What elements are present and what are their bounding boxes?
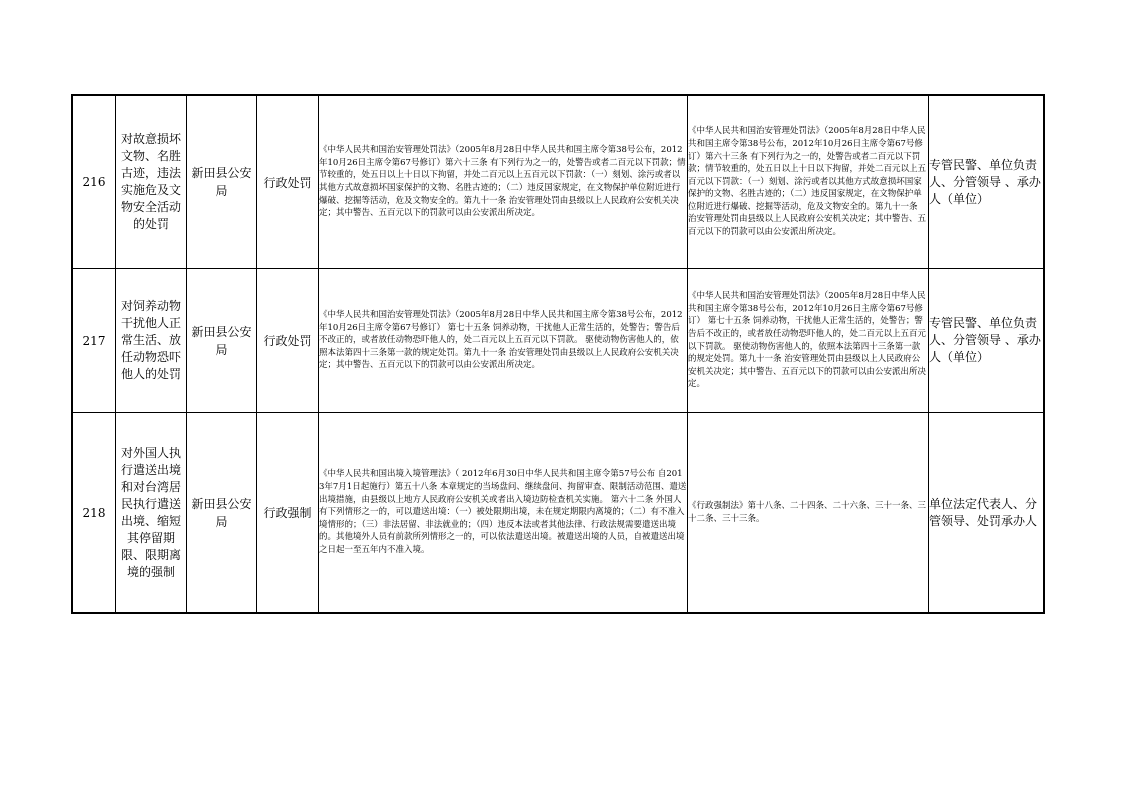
accountability-basis: 《中华人民共和国治安管理处罚法》（2005年8月28日中华人民共和国主席令第38号公布，2012年10月26日主席令第67号修订） 第七十五条 饲养动物，干扰他人正常生活的，处警告；警告后不改正的，或者放任动物恐吓他人的，处二百元以上五百元以下罚款。 驱使动物伤害他人的，依照本法第四十三条第一款的规定处罚。第九十一条 治安管理处罚由县级以上人民政府公安机关决定；其中警告、五百元以下的罚款可以由公安派出所决定。 [688, 269, 929, 413]
legal-basis: 《中华人民共和国治安管理处罚法》（2005年8月28日中华人民共和国主席令第38号公布，2012年10月26日主席令第67号修订） 第七十五条 饲养动物，干扰他人正常生活的，处警告；警告后不改正的，或者放任动物恐吓他人的，处二百元以上五百元以下罚款。 驱使动物伤害他人的，依照本法第四十三条第一款的规定处罚。第九十一条 治安管理处罚由县级以上人民政府公安机关决定；其中警告、五百元以下的罚款可以由公安派出所决定。 [319, 269, 688, 413]
table-row [73, 269, 1044, 413]
implementing-agency: 新田县公安局 [187, 269, 257, 413]
responsible-persons: 专管民警、单位负责人、分管领导 、承办人（单位） [929, 269, 1044, 413]
power-type: 行政处罚 [257, 269, 319, 413]
legal-basis: 《中华人民共和国出境入境管理法》（ 2012年6月30日中华人民共和国主席令第57号公布 自2013年7月1日起施行）第五十八条 本章规定的当场盘问、继续盘问、拘留审查、限制活动范围、遣送出境措施，由县级以上地方人民政府公安机关或者出入境边防检查机关实施。 第六十二条 外国人有下列情形之一的，可以遣送出境：（一）被处限期出境，未在规定期限内离境的；（二）有不准入境情形的；（三）非法居留、非法就业的；（四）违反本法或者其他法律、行政法规需要遣送出境的。其他境外人员有前款所列情形之一的，可以依法遣送出境。被遣送出境的人员，自被遣送出境之日起一至五年内不准入境。 [319, 413, 688, 613]
table-row [73, 96, 1044, 269]
implementing-agency: 新田县公安局 [187, 413, 257, 613]
responsible-persons: 单位法定代表人、分管领导、处罚承办人 [929, 413, 1044, 613]
item-name: 对饲养动物干扰他人正常生活、放任动物恐吓他人的处罚 [116, 269, 187, 413]
item-name: 对故意损坏文物、名胜古迹，违法实施危及文物安全活动的处罚 [116, 96, 187, 269]
implementing-agency: 新田县公安局 [187, 96, 257, 269]
responsible-persons: 专管民警、单位负责人、分管领导 、承办人（单位） [929, 96, 1044, 269]
row-number: 216 [73, 96, 116, 269]
table-row [73, 413, 1044, 613]
legal-basis: 《中华人民共和国治安管理处罚法》（2005年8月28日中华人民共和国主席令第38号公布，2012年10月26日主席令第67号修订）第六十三条 有下列行为之一的，处警告或者二百元以下罚款；情节较重的，处五日以上十日以下拘留，并处二百元以上五百元以下罚款：（一）刻划、涂污或者以其他方式故意损坏国家保护的文物、名胜古迹的；（二）违反国家规定，在文物保护单位附近进行爆破、挖掘等活动，危及文物安全的。第九十一条 治安管理处罚由县级以上人民政府公安机关决定；其中警告、五百元以下的罚款可以由公安派出所决定。 [319, 96, 688, 269]
duty-table [72, 95, 1044, 613]
row-number: 218 [73, 413, 116, 613]
power-type: 行政强制 [257, 413, 319, 613]
item-name: 对外国人执行遣送出境和对台湾居民执行遣送出境、缩短其停留期限、限期离境的强制 [116, 413, 187, 613]
accountability-basis: 《行政强制法》第十八条、二十四条、二十六条、三十一条、三十二条、三十三条。 [688, 413, 929, 613]
accountability-basis: 《中华人民共和国治安管理处罚法》（2005年8月28日中华人民共和国主席令第38号公布，2012年10月26日主席令第67号修订）第六十三条 有下列行为之一的，处警告或者二百元以下罚款；情节较重的，处五日以上十日以下拘留，并处二百元以上五百元以下罚款：（一）刻划、涂污或者以其他方式故意损坏国家保护的文物、名胜古迹的；（二）违反国家规定，在文物保护单位附近进行爆破、挖掘等活动，危及文物安全的。第九十一条 治安管理处罚由县级以上人民政府公安机关决定；其中警告、五百元以下的罚款可以由公安派出所决定。 [688, 96, 929, 269]
power-type: 行政处罚 [257, 96, 319, 269]
row-number: 217 [73, 269, 116, 413]
